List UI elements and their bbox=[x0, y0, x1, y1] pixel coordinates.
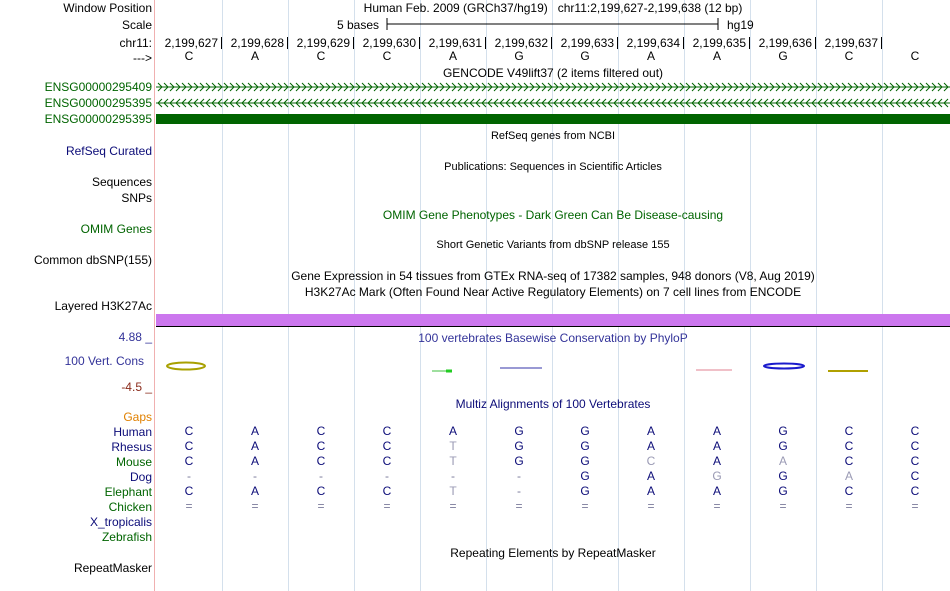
species-label-dog[interactable]: Dog bbox=[129, 470, 152, 484]
chrom-label: chr11: bbox=[119, 36, 152, 50]
ruler-position-label: 2,199,633 bbox=[560, 36, 614, 50]
aligned-base: = bbox=[185, 499, 193, 513]
aligned-base: = bbox=[317, 499, 325, 513]
omim-label[interactable]: OMIM Genes bbox=[80, 222, 152, 236]
aligned-base: C bbox=[910, 484, 920, 498]
phylop-label[interactable]: 100 Vert. Cons bbox=[64, 354, 144, 368]
species-label-mouse[interactable]: Mouse bbox=[115, 455, 152, 469]
species-bases-row bbox=[156, 454, 950, 469]
aligned-base: = bbox=[911, 499, 919, 513]
ruler-position-label: 2,199,632 bbox=[494, 36, 548, 50]
aligned-base: C bbox=[184, 454, 194, 468]
species-bases-row bbox=[156, 424, 950, 439]
ruler-position-label: 2,199,635 bbox=[692, 36, 746, 50]
scale-bar bbox=[386, 17, 720, 31]
aligned-base: A bbox=[712, 424, 721, 438]
aligned-base: C bbox=[184, 424, 194, 438]
gencode-gene-2-label[interactable]: ENSG00000295395 bbox=[44, 96, 152, 110]
aligned-base: T bbox=[449, 484, 457, 498]
species-bases-row bbox=[156, 514, 950, 529]
dbsnp-track-title: Short Genetic Variants from dbSNP release 155 bbox=[436, 239, 670, 251]
h3k27ac-track-title: H3K27Ac Mark (Often Found Near Active Regulatory Elements) on 7 cell lines from ENCODE bbox=[304, 285, 802, 299]
aligned-base: G bbox=[580, 484, 590, 498]
window-position-text: Human Feb. 2009 (GRCh37/hg19) chr11:2,199,627-2,199,638 (12 bp) bbox=[363, 1, 743, 15]
gtex-track-title: Gene Expression in 54 tissues from GTEx RNA-seq of 17382 samples, 948 donors (V8, Aug 2019) bbox=[291, 269, 815, 283]
ruler-tick bbox=[287, 37, 288, 49]
gaps-label[interactable]: Gaps bbox=[123, 410, 152, 424]
aligned-base: A bbox=[646, 424, 655, 438]
aligned-base: - bbox=[385, 469, 389, 483]
dbsnp-label[interactable]: Common dbSNP(155) bbox=[33, 253, 152, 267]
gencode-gene-3-label[interactable]: ENSG00000295395 bbox=[44, 112, 152, 126]
aligned-base: = bbox=[713, 499, 721, 513]
aligned-base: - bbox=[253, 469, 257, 483]
aligned-base: C bbox=[382, 454, 392, 468]
reference-base: G bbox=[778, 49, 788, 63]
publications-track-title: Publications: Sequences in Scientific Articles bbox=[444, 161, 662, 173]
ruler-tick bbox=[881, 37, 882, 49]
aligned-base: G bbox=[580, 454, 590, 468]
aligned-base: C bbox=[382, 484, 392, 498]
species-label-chicken[interactable]: Chicken bbox=[108, 500, 152, 514]
aligned-base: C bbox=[844, 484, 854, 498]
reference-base: G bbox=[580, 49, 590, 63]
ruler-tick bbox=[419, 37, 420, 49]
reference-base: C bbox=[184, 49, 194, 63]
aligned-base: T bbox=[449, 439, 457, 453]
aligned-base: A bbox=[250, 424, 259, 438]
aligned-base: G bbox=[778, 424, 788, 438]
ruler-tick bbox=[749, 37, 750, 49]
aligned-base: A bbox=[712, 454, 721, 468]
aligned-base: A bbox=[646, 469, 655, 483]
aligned-base: C bbox=[184, 439, 194, 453]
aligned-base: = bbox=[581, 499, 589, 513]
aligned-base: G bbox=[514, 424, 524, 438]
aligned-base: A bbox=[250, 484, 259, 498]
aligned-base: C bbox=[910, 454, 920, 468]
ruler-position-label: 2,199,637 bbox=[824, 36, 878, 50]
aligned-base: C bbox=[910, 439, 920, 453]
species-label-elephant[interactable]: Elephant bbox=[104, 485, 152, 499]
aligned-base: A bbox=[844, 469, 853, 483]
aligned-base: G bbox=[580, 439, 590, 453]
aligned-base: = bbox=[845, 499, 853, 513]
aligned-base: - bbox=[187, 469, 191, 483]
aligned-base: = bbox=[647, 499, 655, 513]
refseq-track-title: RefSeq genes from NCBI bbox=[490, 130, 616, 142]
phylop-track-title: 100 vertebrates Basewise Conservation by PhyloP bbox=[418, 331, 688, 345]
base-sequence-row bbox=[156, 49, 950, 63]
aligned-base: C bbox=[844, 454, 854, 468]
omim-track-title: OMIM Gene Phenotypes - Dark Green Can Be Disease-causing bbox=[382, 208, 724, 222]
aligned-base: G bbox=[580, 469, 590, 483]
phylop-ymin: -4.5 _ bbox=[121, 380, 152, 394]
reference-base: C bbox=[844, 49, 854, 63]
reference-base: C bbox=[910, 49, 920, 63]
reference-base: A bbox=[448, 49, 457, 63]
h3k27ac-baseline bbox=[156, 326, 950, 327]
aligned-base: G bbox=[778, 469, 788, 483]
species-label-zebrafish[interactable]: Zebrafish bbox=[101, 530, 152, 544]
reference-base: G bbox=[514, 49, 524, 63]
sequences-label[interactable]: Sequences bbox=[91, 175, 152, 189]
gencode-gene-1-label[interactable]: ENSG00000295409 bbox=[44, 80, 152, 94]
reference-base: A bbox=[250, 49, 259, 63]
aligned-base: A bbox=[448, 424, 457, 438]
ruler-tick bbox=[221, 37, 222, 49]
aligned-base: = bbox=[449, 499, 457, 513]
aligned-base: = bbox=[515, 499, 523, 513]
ruler-position-label: 2,199,627 bbox=[164, 36, 218, 50]
aligned-base: G bbox=[514, 454, 524, 468]
species-bases-row bbox=[156, 529, 950, 544]
species-label-rhesus[interactable]: Rhesus bbox=[111, 440, 152, 454]
aligned-base: G bbox=[514, 439, 524, 453]
species-bases-row bbox=[156, 499, 950, 514]
plus-strand-chevrons-icon bbox=[156, 81, 950, 93]
aligned-base: A bbox=[646, 484, 655, 498]
aligned-base: A bbox=[250, 454, 259, 468]
aligned-base: - bbox=[319, 469, 323, 483]
strand-label: ---> bbox=[133, 51, 152, 65]
aligned-base: C bbox=[382, 439, 392, 453]
aligned-base: C bbox=[844, 424, 854, 438]
aligned-base: A bbox=[712, 484, 721, 498]
label-divider bbox=[154, 0, 155, 591]
aligned-base: C bbox=[646, 454, 656, 468]
aligned-base: C bbox=[844, 439, 854, 453]
aligned-base: T bbox=[449, 454, 457, 468]
aligned-base: C bbox=[910, 469, 920, 483]
ruler[interactable] bbox=[156, 36, 950, 50]
ruler-tick bbox=[617, 37, 618, 49]
aligned-base: A bbox=[646, 439, 655, 453]
aligned-base: - bbox=[517, 469, 521, 483]
ruler-position-label: 2,199,634 bbox=[626, 36, 680, 50]
aligned-base: A bbox=[250, 439, 259, 453]
species-bases-row bbox=[156, 484, 950, 499]
phylop-signal[interactable] bbox=[156, 356, 950, 378]
ruler-position-label: 2,199,631 bbox=[428, 36, 482, 50]
reference-base: C bbox=[316, 49, 326, 63]
aligned-base: C bbox=[910, 424, 920, 438]
gencode-gene-2-minus-strand[interactable] bbox=[156, 97, 950, 109]
aligned-base: - bbox=[451, 469, 455, 483]
ruler-tick bbox=[485, 37, 486, 49]
aligned-base: G bbox=[778, 439, 788, 453]
refseq-label[interactable]: RefSeq Curated bbox=[65, 144, 152, 158]
ruler-tick bbox=[683, 37, 684, 49]
reference-base: C bbox=[382, 49, 392, 63]
gencode-gene-1-plus-strand[interactable] bbox=[156, 81, 950, 93]
aligned-base: = bbox=[779, 499, 787, 513]
aligned-base: C bbox=[184, 484, 194, 498]
species-label-x_tropicalis[interactable]: X_tropicalis bbox=[89, 515, 152, 529]
aligned-base: = bbox=[251, 499, 259, 513]
aligned-base: G bbox=[778, 484, 788, 498]
aligned-base: = bbox=[383, 499, 391, 513]
aligned-base: C bbox=[316, 424, 326, 438]
window-position-label: Window Position bbox=[63, 1, 152, 15]
ruler-position-label: 2,199,636 bbox=[758, 36, 812, 50]
aligned-base: G bbox=[712, 469, 722, 483]
aligned-base: C bbox=[316, 454, 326, 468]
aligned-base: C bbox=[316, 484, 326, 498]
reference-base: A bbox=[712, 49, 721, 63]
gencode-track-title: GENCODE V49lift37 (2 items filtered out) bbox=[442, 66, 664, 80]
minus-strand-chevrons-icon bbox=[156, 97, 950, 109]
ruler-position-label: 2,199,628 bbox=[230, 36, 284, 50]
aligned-base: C bbox=[382, 424, 392, 438]
ruler-position-label: 2,199,630 bbox=[362, 36, 416, 50]
h3k27ac-signal-bar[interactable] bbox=[156, 314, 950, 326]
species-label-human[interactable]: Human bbox=[113, 425, 152, 439]
scale-assembly: hg19 bbox=[727, 18, 754, 32]
scale-label: Scale bbox=[121, 18, 152, 32]
aligned-base: - bbox=[517, 484, 521, 498]
repeatmasker-track-title: Repeating Elements by RepeatMasker bbox=[450, 546, 656, 560]
h3k27ac-label[interactable]: Layered H3K27Ac bbox=[54, 299, 152, 313]
scale-bar-text: 5 bases bbox=[337, 18, 380, 32]
species-bases-row bbox=[156, 469, 950, 484]
aligned-base: C bbox=[316, 439, 326, 453]
reference-base: A bbox=[646, 49, 655, 63]
repeatmasker-label[interactable]: RepeatMasker bbox=[73, 561, 152, 575]
ruler-position-label: 2,199,629 bbox=[296, 36, 350, 50]
ruler-tick bbox=[551, 37, 552, 49]
snps-label[interactable]: SNPs bbox=[121, 191, 152, 205]
multiz-track-title: Multiz Alignments of 100 Vertebrates bbox=[455, 397, 651, 411]
phylop-ymax: 4.88 _ bbox=[118, 330, 152, 344]
aligned-base: A bbox=[778, 454, 787, 468]
ruler-tick bbox=[353, 37, 354, 49]
species-bases-row bbox=[156, 439, 950, 454]
aligned-base: G bbox=[580, 424, 590, 438]
gencode-gene-3-block[interactable] bbox=[156, 114, 950, 124]
ruler-tick bbox=[815, 37, 816, 49]
aligned-base: A bbox=[712, 439, 721, 453]
